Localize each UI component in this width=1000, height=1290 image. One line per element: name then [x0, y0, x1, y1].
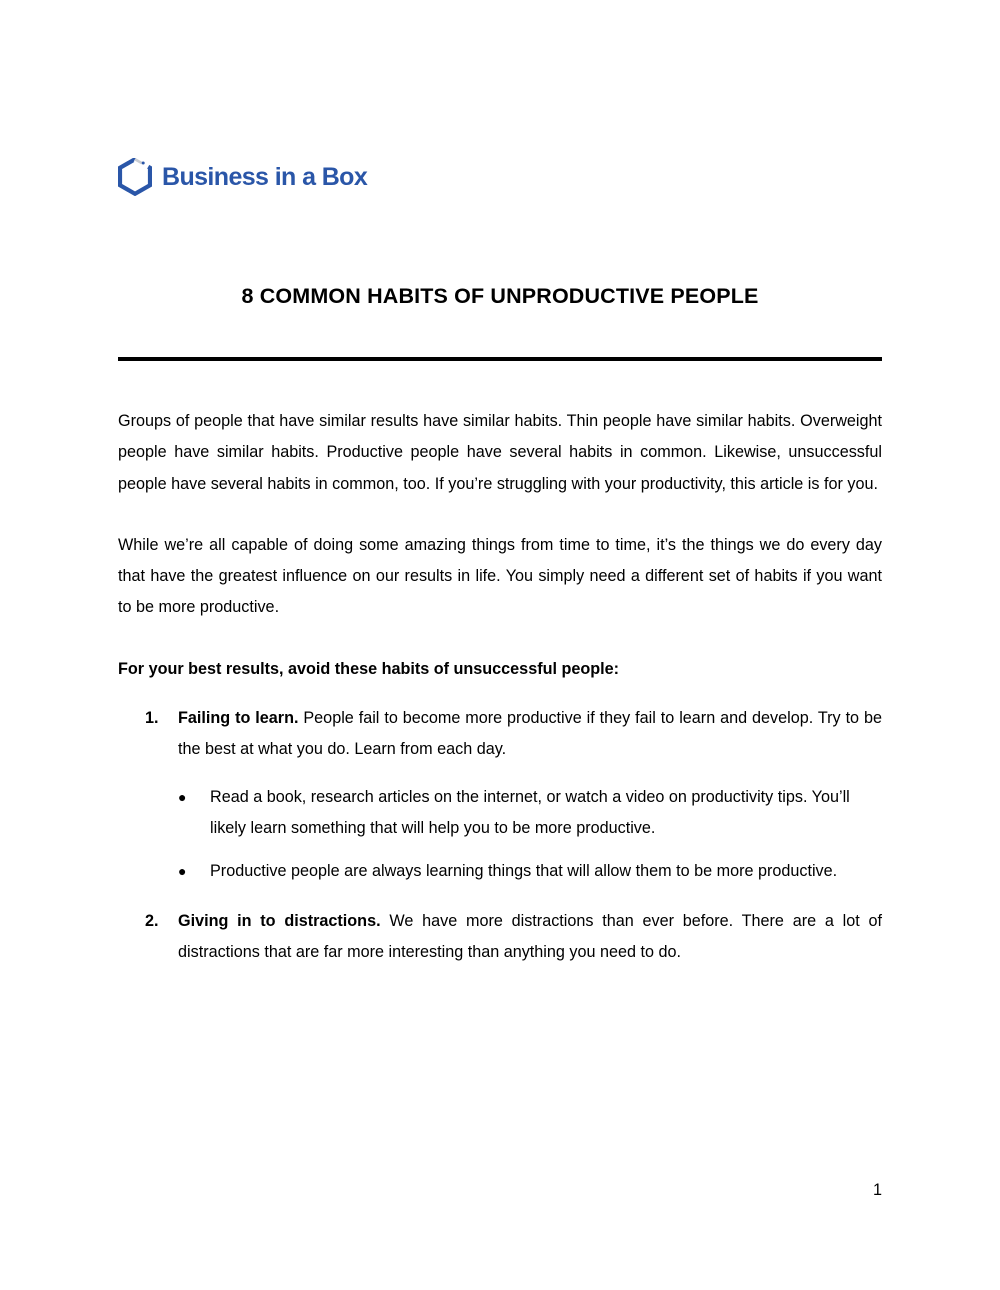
sub-bullet-text: Productive people are always learning things that will allow them to be more productive.	[210, 862, 838, 881]
list-item-lead: Failing to learn.	[178, 709, 299, 728]
sub-bullet-text: Read a book, research articles on the internet, or watch a video on productivity tips. You’ll likely learn something that will help you to be more productive.	[210, 787, 850, 837]
list-item	[178, 782, 882, 845]
sub-bullet-list	[178, 782, 882, 888]
list-item-text: People fail to become more productive if they fail to learn and develop. Try to be the best at what you do. Learn from each day.	[178, 709, 882, 759]
hexagon-outline-icon	[118, 158, 152, 196]
bullet-dot-icon: ●	[178, 788, 187, 805]
list-item-text: We have more distractions than ever before. There are a lot of distractions that are far more interesting than anything you need to do.	[178, 911, 882, 961]
brand-name: Business in a Box	[162, 162, 368, 191]
title-divider	[118, 357, 882, 361]
lead-in-heading: For your best results, avoid these habits of unsuccessful people:	[118, 659, 620, 678]
page-number: 1	[872, 1181, 882, 1199]
brand-logo	[118, 156, 367, 198]
list-item-number: 2.	[145, 911, 159, 930]
paragraph-1: Groups of people that have similar results have similar habits. Thin people have similar habits. Overweight people have similar habits. Productive people have several habits in common. Likewise, unsuccessful people have several habits in common, too. If you’re struggling with your productivity, this article is for you.	[118, 412, 882, 493]
document-body	[118, 406, 882, 976]
page-title: 8 COMMON HABITS OF UNPRODUCTIVE PEOPLE	[241, 284, 759, 309]
list-item-number: 1.	[145, 709, 159, 728]
list-item	[178, 856, 882, 887]
list-item	[118, 703, 882, 887]
bullet-dot-icon: ●	[178, 863, 187, 880]
habits-list	[118, 703, 882, 968]
paragraph-2: While we’re all capable of doing some amazing things from time to time, it’s the things we do every day that have the greatest influence on our results in life. You simply need a different set of habits if you want to be more productive.	[118, 535, 882, 617]
list-item	[118, 906, 882, 969]
list-item-lead: Giving in to distractions.	[178, 911, 381, 930]
